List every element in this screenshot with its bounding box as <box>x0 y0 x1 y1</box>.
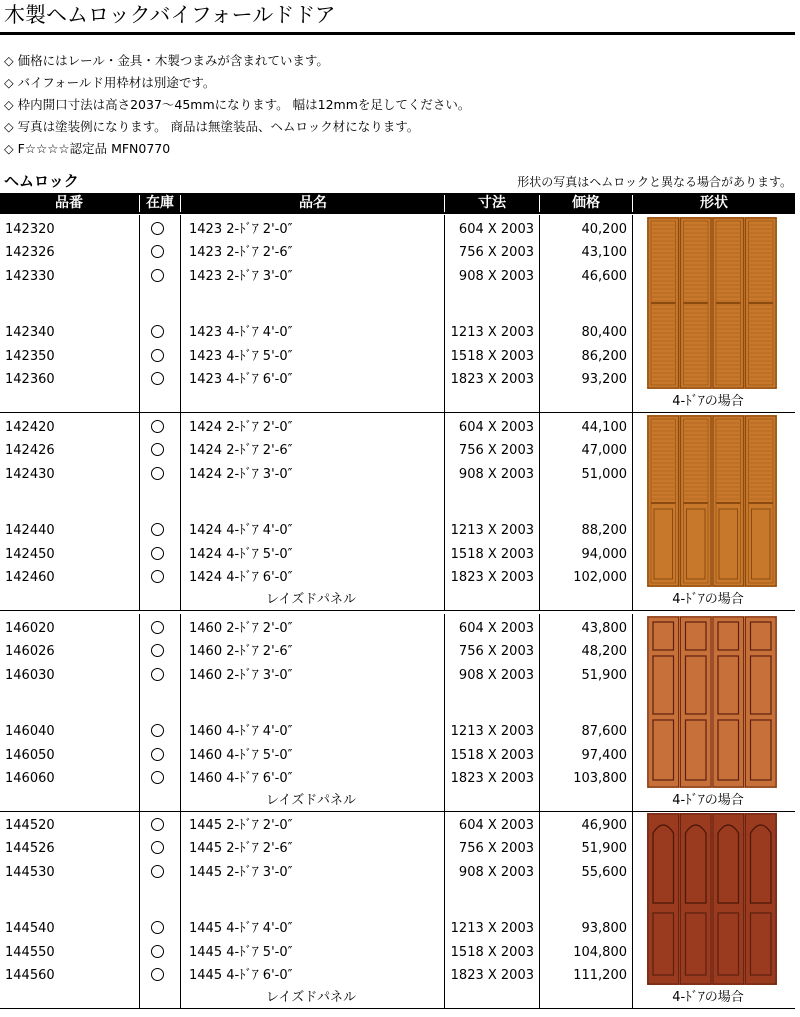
product-name: 1424 4-ﾄﾞｱ 6'-0″ <box>189 570 293 585</box>
product-price: 94,000 <box>581 547 627 562</box>
stock-available-icon <box>151 771 164 784</box>
product-size: 604 X 2003 <box>458 420 534 435</box>
stock-available-icon <box>151 968 164 981</box>
notes-list <box>4 50 470 160</box>
product-code: 144550 <box>5 945 55 960</box>
product-size: 908 X 2003 <box>458 467 534 482</box>
product-price: 103,800 <box>573 771 627 786</box>
table-row <box>0 617 640 640</box>
product-price: 93,200 <box>581 372 627 387</box>
product-size: 756 X 2003 <box>458 644 534 659</box>
note-item: ◇ 写真は塗装例になります。 商品は無塗装品、ヘムロック材になります。 <box>4 119 420 134</box>
product-code: 142360 <box>5 372 55 387</box>
product-name: 1460 4-ﾄﾞｱ 5'-0″ <box>189 748 293 763</box>
stock-available-icon <box>151 269 164 282</box>
product-price: 55,600 <box>581 865 627 880</box>
product-size: 604 X 2003 <box>458 621 534 636</box>
table-row <box>0 566 640 589</box>
product-size: 908 X 2003 <box>458 865 534 880</box>
table-row <box>0 941 640 964</box>
stock-available-icon <box>151 443 164 456</box>
header-price: 価格 <box>572 195 600 211</box>
product-price: 48,200 <box>581 644 627 659</box>
table-row <box>0 519 640 542</box>
product-code: 142430 <box>5 467 55 482</box>
product-size: 1518 X 2003 <box>450 748 534 763</box>
product-code: 146050 <box>5 748 55 763</box>
product-price: 104,800 <box>573 945 627 960</box>
product-name: 1424 4-ﾄﾞｱ 4'-0″ <box>189 523 293 538</box>
product-price: 44,100 <box>581 420 627 435</box>
product-code: 146040 <box>5 724 55 739</box>
table-row <box>0 640 640 663</box>
table-row <box>0 368 640 391</box>
louver-panel-door-icon <box>647 415 777 587</box>
product-size: 1213 X 2003 <box>450 325 534 340</box>
stock-available-icon <box>151 245 164 258</box>
stock-available-icon <box>151 724 164 737</box>
product-size: 908 X 2003 <box>458 668 534 683</box>
table-row <box>0 265 640 288</box>
product-price: 40,200 <box>581 222 627 237</box>
product-name: 1423 4-ﾄﾞｱ 6'-0″ <box>189 372 293 387</box>
product-code: 144530 <box>5 865 55 880</box>
product-name: 1445 4-ﾄﾞｱ 5'-0″ <box>189 945 293 960</box>
product-price: 43,800 <box>581 621 627 636</box>
note-item: ◇ バイフォールド用枠材は別途です。 <box>4 75 216 90</box>
panel-note: レイズドパネル <box>266 793 356 808</box>
stock-available-icon <box>151 644 164 657</box>
header-name: 品名 <box>299 195 327 211</box>
product-code: 144520 <box>5 818 55 833</box>
product-code: 146020 <box>5 621 55 636</box>
stock-available-icon <box>151 945 164 958</box>
table-row <box>0 321 640 344</box>
product-size: 1823 X 2003 <box>450 968 534 983</box>
table-row <box>0 218 640 241</box>
product-group <box>0 811 795 1009</box>
product-code: 142440 <box>5 523 55 538</box>
product-code: 142426 <box>5 443 55 458</box>
panel-note: レイズドパネル <box>266 592 356 607</box>
product-code: 142326 <box>5 245 55 260</box>
stock-available-icon <box>151 420 164 433</box>
table-row <box>0 964 640 987</box>
product-size: 1823 X 2003 <box>450 771 534 786</box>
table-row <box>0 917 640 940</box>
table-row <box>0 241 640 264</box>
product-price: 93,800 <box>581 921 627 936</box>
product-size: 1823 X 2003 <box>450 570 534 585</box>
table-row <box>0 861 640 884</box>
table-row <box>0 463 640 486</box>
product-name: 1423 2-ﾄﾞｱ 3'-0″ <box>189 269 293 284</box>
product-price: 51,000 <box>581 467 627 482</box>
product-size: 1518 X 2003 <box>450 945 534 960</box>
table-row <box>0 814 640 837</box>
product-name: 1460 2-ﾄﾞｱ 2'-6″ <box>189 644 293 659</box>
header-shape: 形状 <box>700 195 728 211</box>
stock-available-icon <box>151 222 164 235</box>
product-name: 1460 2-ﾄﾞｱ 2'-0″ <box>189 621 293 636</box>
stock-available-icon <box>151 668 164 681</box>
note-item: ◇ 価格にはレール・金具・木製つまみが含まれています。 <box>4 53 329 68</box>
panel-note: レイズドパネル <box>266 990 356 1005</box>
table-row <box>0 664 640 687</box>
product-size: 1518 X 2003 <box>450 547 534 562</box>
page-title: 木製ヘムロックバイフォールドドア <box>4 3 336 27</box>
product-group <box>0 413 795 611</box>
stock-available-icon <box>151 547 164 560</box>
product-price: 111,200 <box>573 968 627 983</box>
product-code: 144540 <box>5 921 55 936</box>
product-name: 1423 4-ﾄﾞｱ 4'-0″ <box>189 325 293 340</box>
photo-caption: 4-ﾄﾞｱの場合 <box>672 793 744 808</box>
product-name: 1445 4-ﾄﾞｱ 4'-0″ <box>189 921 293 936</box>
product-name: 1423 2-ﾄﾞｱ 2'-0″ <box>189 222 293 237</box>
product-group <box>0 614 795 812</box>
product-code: 142340 <box>5 325 55 340</box>
photo-caption: 4-ﾄﾞｱの場合 <box>672 990 744 1005</box>
table-row <box>0 837 640 860</box>
product-price: 80,400 <box>581 325 627 340</box>
product-price: 102,000 <box>573 570 627 585</box>
product-name: 1460 2-ﾄﾞｱ 3'-0″ <box>189 668 293 683</box>
product-size: 1213 X 2003 <box>450 921 534 936</box>
product-size: 1213 X 2003 <box>450 523 534 538</box>
title-rule <box>0 32 795 35</box>
stock-available-icon <box>151 570 164 583</box>
header-size: 寸法 <box>478 195 506 211</box>
product-size: 756 X 2003 <box>458 245 534 260</box>
product-code: 142420 <box>5 420 55 435</box>
product-name: 1424 2-ﾄﾞｱ 3'-0″ <box>189 467 293 482</box>
product-code: 144560 <box>5 968 55 983</box>
product-size: 604 X 2003 <box>458 818 534 833</box>
product-name: 1445 2-ﾄﾞｱ 3'-0″ <box>189 865 293 880</box>
product-price: 51,900 <box>581 841 627 856</box>
product-code: 142460 <box>5 570 55 585</box>
product-code: 142450 <box>5 547 55 562</box>
louver-door-icon <box>647 217 777 389</box>
note-item: ◇ F☆☆☆☆認定品 MFN0770 <box>4 141 171 156</box>
header-stock: 在庫 <box>146 195 174 211</box>
product-price: 43,100 <box>581 245 627 260</box>
stock-available-icon <box>151 325 164 338</box>
product-size: 1213 X 2003 <box>450 724 534 739</box>
stock-available-icon <box>151 748 164 761</box>
product-price: 47,000 <box>581 443 627 458</box>
stock-available-icon <box>151 523 164 536</box>
product-size: 1823 X 2003 <box>450 372 534 387</box>
product-name: 1424 2-ﾄﾞｱ 2'-0″ <box>189 420 293 435</box>
product-name: 1460 4-ﾄﾞｱ 4'-0″ <box>189 724 293 739</box>
section-title: ヘムロック <box>4 172 79 190</box>
product-name: 1460 4-ﾄﾞｱ 6'-0″ <box>189 771 293 786</box>
header-code: 品番 <box>55 195 83 211</box>
table-row <box>0 744 640 767</box>
table-row <box>0 439 640 462</box>
product-name: 1423 2-ﾄﾞｱ 2'-6″ <box>189 245 293 260</box>
note-item: ◇ 枠内開口寸法は高さ2037～45mmになります。 幅は12mmを足してください。 <box>4 97 471 112</box>
product-price: 51,900 <box>581 668 627 683</box>
raised-panel-door-icon <box>647 616 777 788</box>
photo-caption: 4-ﾄﾞｱの場合 <box>672 394 744 409</box>
table-row <box>0 416 640 439</box>
stock-available-icon <box>151 621 164 634</box>
product-code: 142320 <box>5 222 55 237</box>
stock-available-icon <box>151 372 164 385</box>
product-size: 756 X 2003 <box>458 443 534 458</box>
stock-available-icon <box>151 818 164 831</box>
table-row <box>0 345 640 368</box>
product-size: 756 X 2003 <box>458 841 534 856</box>
product-price: 86,200 <box>581 349 627 364</box>
product-code: 142330 <box>5 269 55 284</box>
product-size: 908 X 2003 <box>458 269 534 284</box>
table-header <box>0 193 795 214</box>
photo-note: 形状の写真はヘムロックと異なる場合があります。 <box>517 175 792 189</box>
table-row <box>0 720 640 743</box>
product-code: 146030 <box>5 668 55 683</box>
stock-available-icon <box>151 349 164 362</box>
product-code: 144526 <box>5 841 55 856</box>
product-price: 88,200 <box>581 523 627 538</box>
product-code: 146026 <box>5 644 55 659</box>
cathedral-panel-door-icon <box>647 813 777 985</box>
product-name: 1423 4-ﾄﾞｱ 5'-0″ <box>189 349 293 364</box>
product-name: 1445 4-ﾄﾞｱ 6'-0″ <box>189 968 293 983</box>
product-name: 1445 2-ﾄﾞｱ 2'-6″ <box>189 841 293 856</box>
product-group <box>0 215 795 413</box>
product-code: 142350 <box>5 349 55 364</box>
product-price: 97,400 <box>581 748 627 763</box>
photo-caption: 4-ﾄﾞｱの場合 <box>672 592 744 607</box>
product-name: 1445 2-ﾄﾞｱ 2'-0″ <box>189 818 293 833</box>
product-price: 46,900 <box>581 818 627 833</box>
stock-available-icon <box>151 865 164 878</box>
product-name: 1424 2-ﾄﾞｱ 2'-6″ <box>189 443 293 458</box>
product-code: 146060 <box>5 771 55 786</box>
product-price: 87,600 <box>581 724 627 739</box>
stock-available-icon <box>151 467 164 480</box>
table-row <box>0 767 640 790</box>
product-price: 46,600 <box>581 269 627 284</box>
product-name: 1424 4-ﾄﾞｱ 5'-0″ <box>189 547 293 562</box>
product-size: 604 X 2003 <box>458 222 534 237</box>
stock-available-icon <box>151 841 164 854</box>
table-row <box>0 543 640 566</box>
stock-available-icon <box>151 921 164 934</box>
product-size: 1518 X 2003 <box>450 349 534 364</box>
